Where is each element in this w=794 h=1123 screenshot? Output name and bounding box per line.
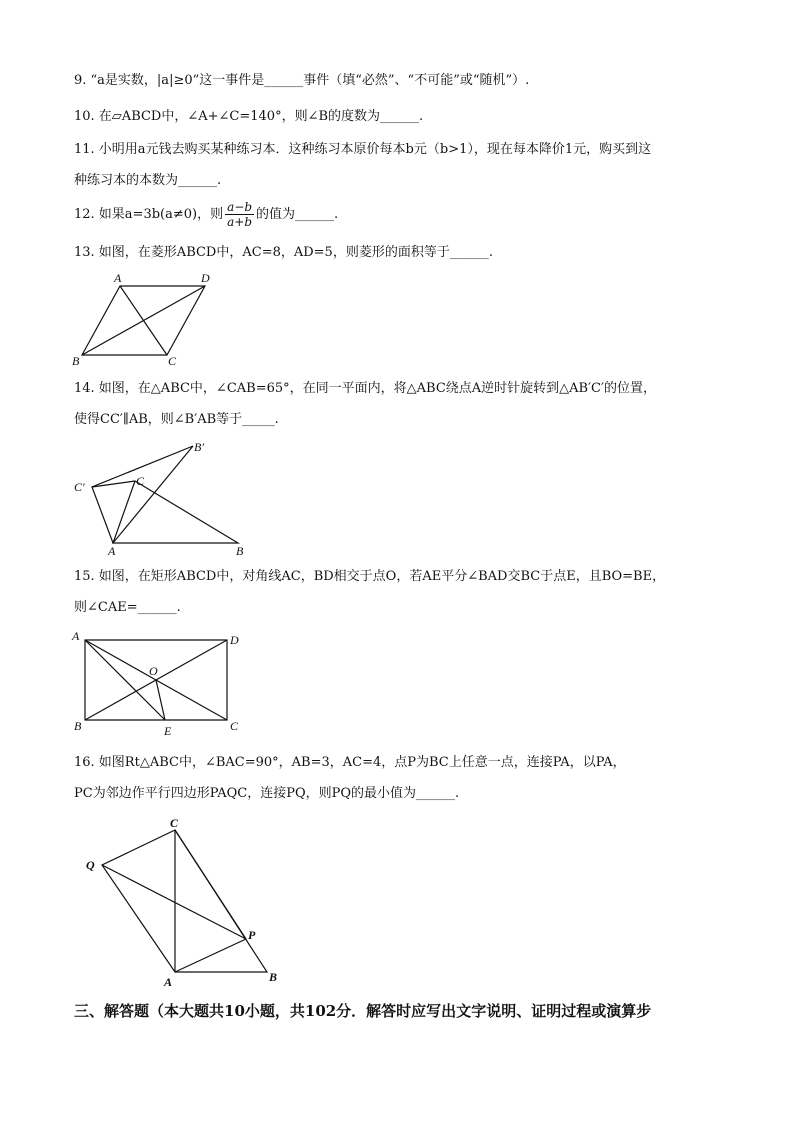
question-9: 9. “a是实数，|a|≥0”这一事件是______事件（填“必然”、“不可能”或“随机”）. bbox=[74, 73, 530, 88]
label-a: A bbox=[164, 975, 173, 989]
section-3-heading: 三、解答题（本大题共10小题，共102分．解答时应写出文字说明、证明过程或演算步 bbox=[74, 1002, 652, 1020]
label-b-prime: B′ bbox=[194, 440, 204, 454]
triangle-and-parallelogram-edges bbox=[102, 830, 267, 972]
segment-cp bbox=[175, 830, 246, 939]
label-c: C bbox=[170, 816, 179, 830]
fraction-numerator: a−b bbox=[227, 200, 252, 214]
label-b: B bbox=[269, 970, 278, 984]
label-a: A bbox=[108, 544, 116, 558]
label-d: D bbox=[230, 633, 239, 647]
label-c: C bbox=[230, 719, 239, 733]
question-15-line-2: 则∠CAE=______. bbox=[74, 600, 181, 615]
label-c: C bbox=[168, 354, 177, 368]
question-12-prefix: 12. 如果a=3b(a≠0)，则 bbox=[74, 207, 224, 222]
segment-oe bbox=[156, 680, 165, 720]
question-13: 13. 如图，在菱形ABCD中，AC=8，AD=5，则菱形的面积等于______. bbox=[74, 245, 493, 260]
triangle-ab-prime-c-prime bbox=[92, 446, 193, 543]
label-a: A bbox=[72, 629, 80, 643]
figure-15-rectangle bbox=[70, 628, 250, 738]
label-b: B bbox=[72, 354, 80, 368]
question-16-line-1: 16. 如图Rt△ABC中，∠BAC=90°，AB=3，AC=4，点P为BC上任意一点，连接PA，以PA， bbox=[74, 755, 626, 770]
label-a: A bbox=[114, 271, 122, 285]
segment-ae bbox=[85, 640, 165, 720]
label-b: B bbox=[236, 544, 244, 558]
label-c-prime: C′ bbox=[74, 480, 85, 494]
question-15-line-1: 15. 如图，在矩形ABCD中，对角线AC，BD相交于点O，若AE平分∠BAD交BC于点E，且BO=BE， bbox=[74, 569, 666, 584]
question-11-line-1: 11. 小明用a元钱去购买某种练习本．这种练习本原价每本b元（b>1），现在每本降价1元，购买到这 bbox=[74, 142, 652, 157]
question-10: 10. 在▱ABCD中，∠A+∠C=140°，则∠B的度数为______. bbox=[74, 109, 424, 124]
triangle-abc bbox=[113, 481, 238, 543]
label-q: Q bbox=[86, 858, 95, 872]
fraction-denominator: a+b bbox=[227, 215, 252, 229]
figure-14-rotation bbox=[70, 435, 250, 558]
label-o: O bbox=[149, 664, 158, 678]
segment-ap bbox=[175, 939, 246, 972]
label-d: D bbox=[201, 271, 210, 285]
label-p: P bbox=[248, 928, 256, 942]
question-14-line-2: 使得CC′∥AB，则∠B′AB等于_____. bbox=[74, 412, 279, 427]
label-e: E bbox=[164, 724, 172, 738]
segment-qp bbox=[102, 865, 246, 939]
question-11-line-2: 种练习本的本数为______. bbox=[74, 173, 222, 188]
question-14-line-1: 14. 如图，在△ABC中，∠CAB=65°，在同一平面内，将△ABC绕点A逆时针旋转到△AB′C′的位置， bbox=[74, 381, 656, 396]
figure-16-parallelogram bbox=[80, 815, 290, 995]
question-12-suffix: 的值为______. bbox=[256, 207, 339, 222]
figure-13-rhombus bbox=[70, 270, 220, 370]
fraction bbox=[225, 200, 254, 229]
question-16-line-2: PC为邻边作平行四边形PAQC，连接PQ，则PQ的最小值为______. bbox=[74, 786, 460, 801]
label-c: C bbox=[136, 474, 145, 488]
label-b: B bbox=[74, 719, 82, 733]
question-12 bbox=[74, 200, 338, 230]
